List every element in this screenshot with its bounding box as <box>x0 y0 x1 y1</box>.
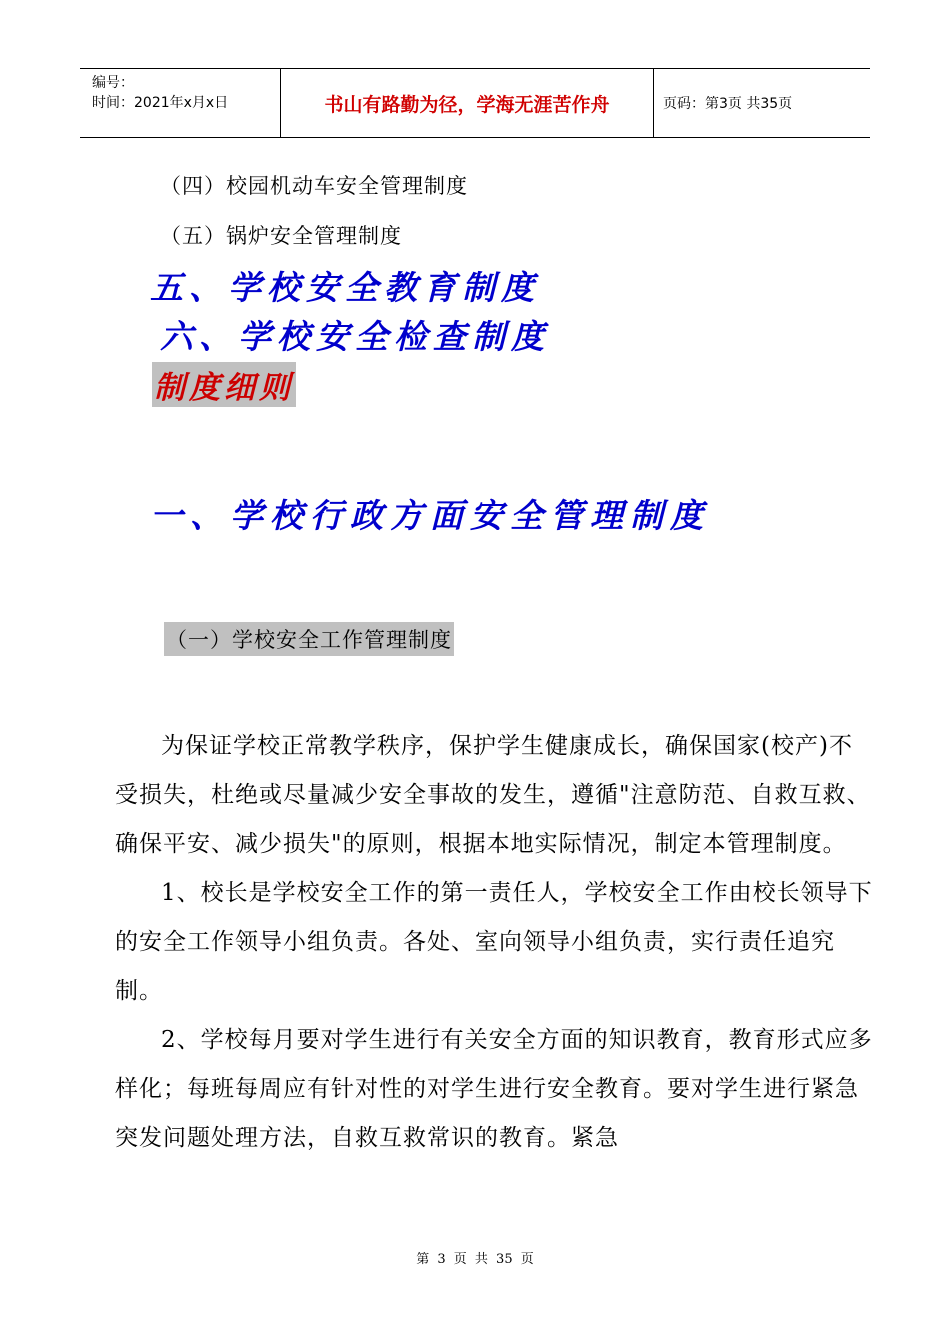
toc-item-4: （四）校园机动车安全管理制度 <box>160 174 468 198</box>
heading-inspection-system: 六、学校安全检查制度 <box>160 317 550 356</box>
heading-details: 制度细则 <box>152 362 296 407</box>
subsection-heading: （一）学校安全工作管理制度 <box>164 622 454 656</box>
body-text <box>115 722 875 1163</box>
header-time: 时间：2021年x月x日 <box>92 95 229 111</box>
page-footer: 第 3 页 共 35 页 <box>416 1252 534 1267</box>
heading-education-system: 五、学校安全教育制度 <box>150 268 540 307</box>
page-header <box>80 68 870 138</box>
header-motto: 书山有路勤为径，学海无涯苦作舟 <box>281 69 654 137</box>
section-heading-admin: 一、学校行政方面安全管理制度 <box>150 496 710 535</box>
paragraph-item-2: 2、学校每月要对学生进行有关安全方面的知识教育，教育形式应多样化；每班每周应有针对性的对学生进行安全教育。要对学生进行紧急突发问题处理方法，自救互救常识的教育。紧急 <box>115 1027 873 1151</box>
paragraph-item-1: 1、校长是学校安全工作的第一责任人，学校安全工作由校长领导下的安全工作领导小组负责。各处、室向领导小组负责，实行责任追究制。 <box>115 880 873 1004</box>
paragraph-intro: 为保证学校正常教学秩序，保护学生健康成长，确保国家(校产)不受损失，杜绝或尽量减少安全事故的发生，遵循"注意防范、自救互救、确保平安、减少损失"的原则，根据本地实际情况，制定本管理制度。 <box>115 733 871 857</box>
toc-item-5: （五）锅炉安全管理制度 <box>160 224 402 248</box>
header-number: 编号： <box>92 75 134 91</box>
header-page-info: 页码：第3页 共35页 <box>663 96 793 112</box>
header-meta <box>80 69 281 137</box>
